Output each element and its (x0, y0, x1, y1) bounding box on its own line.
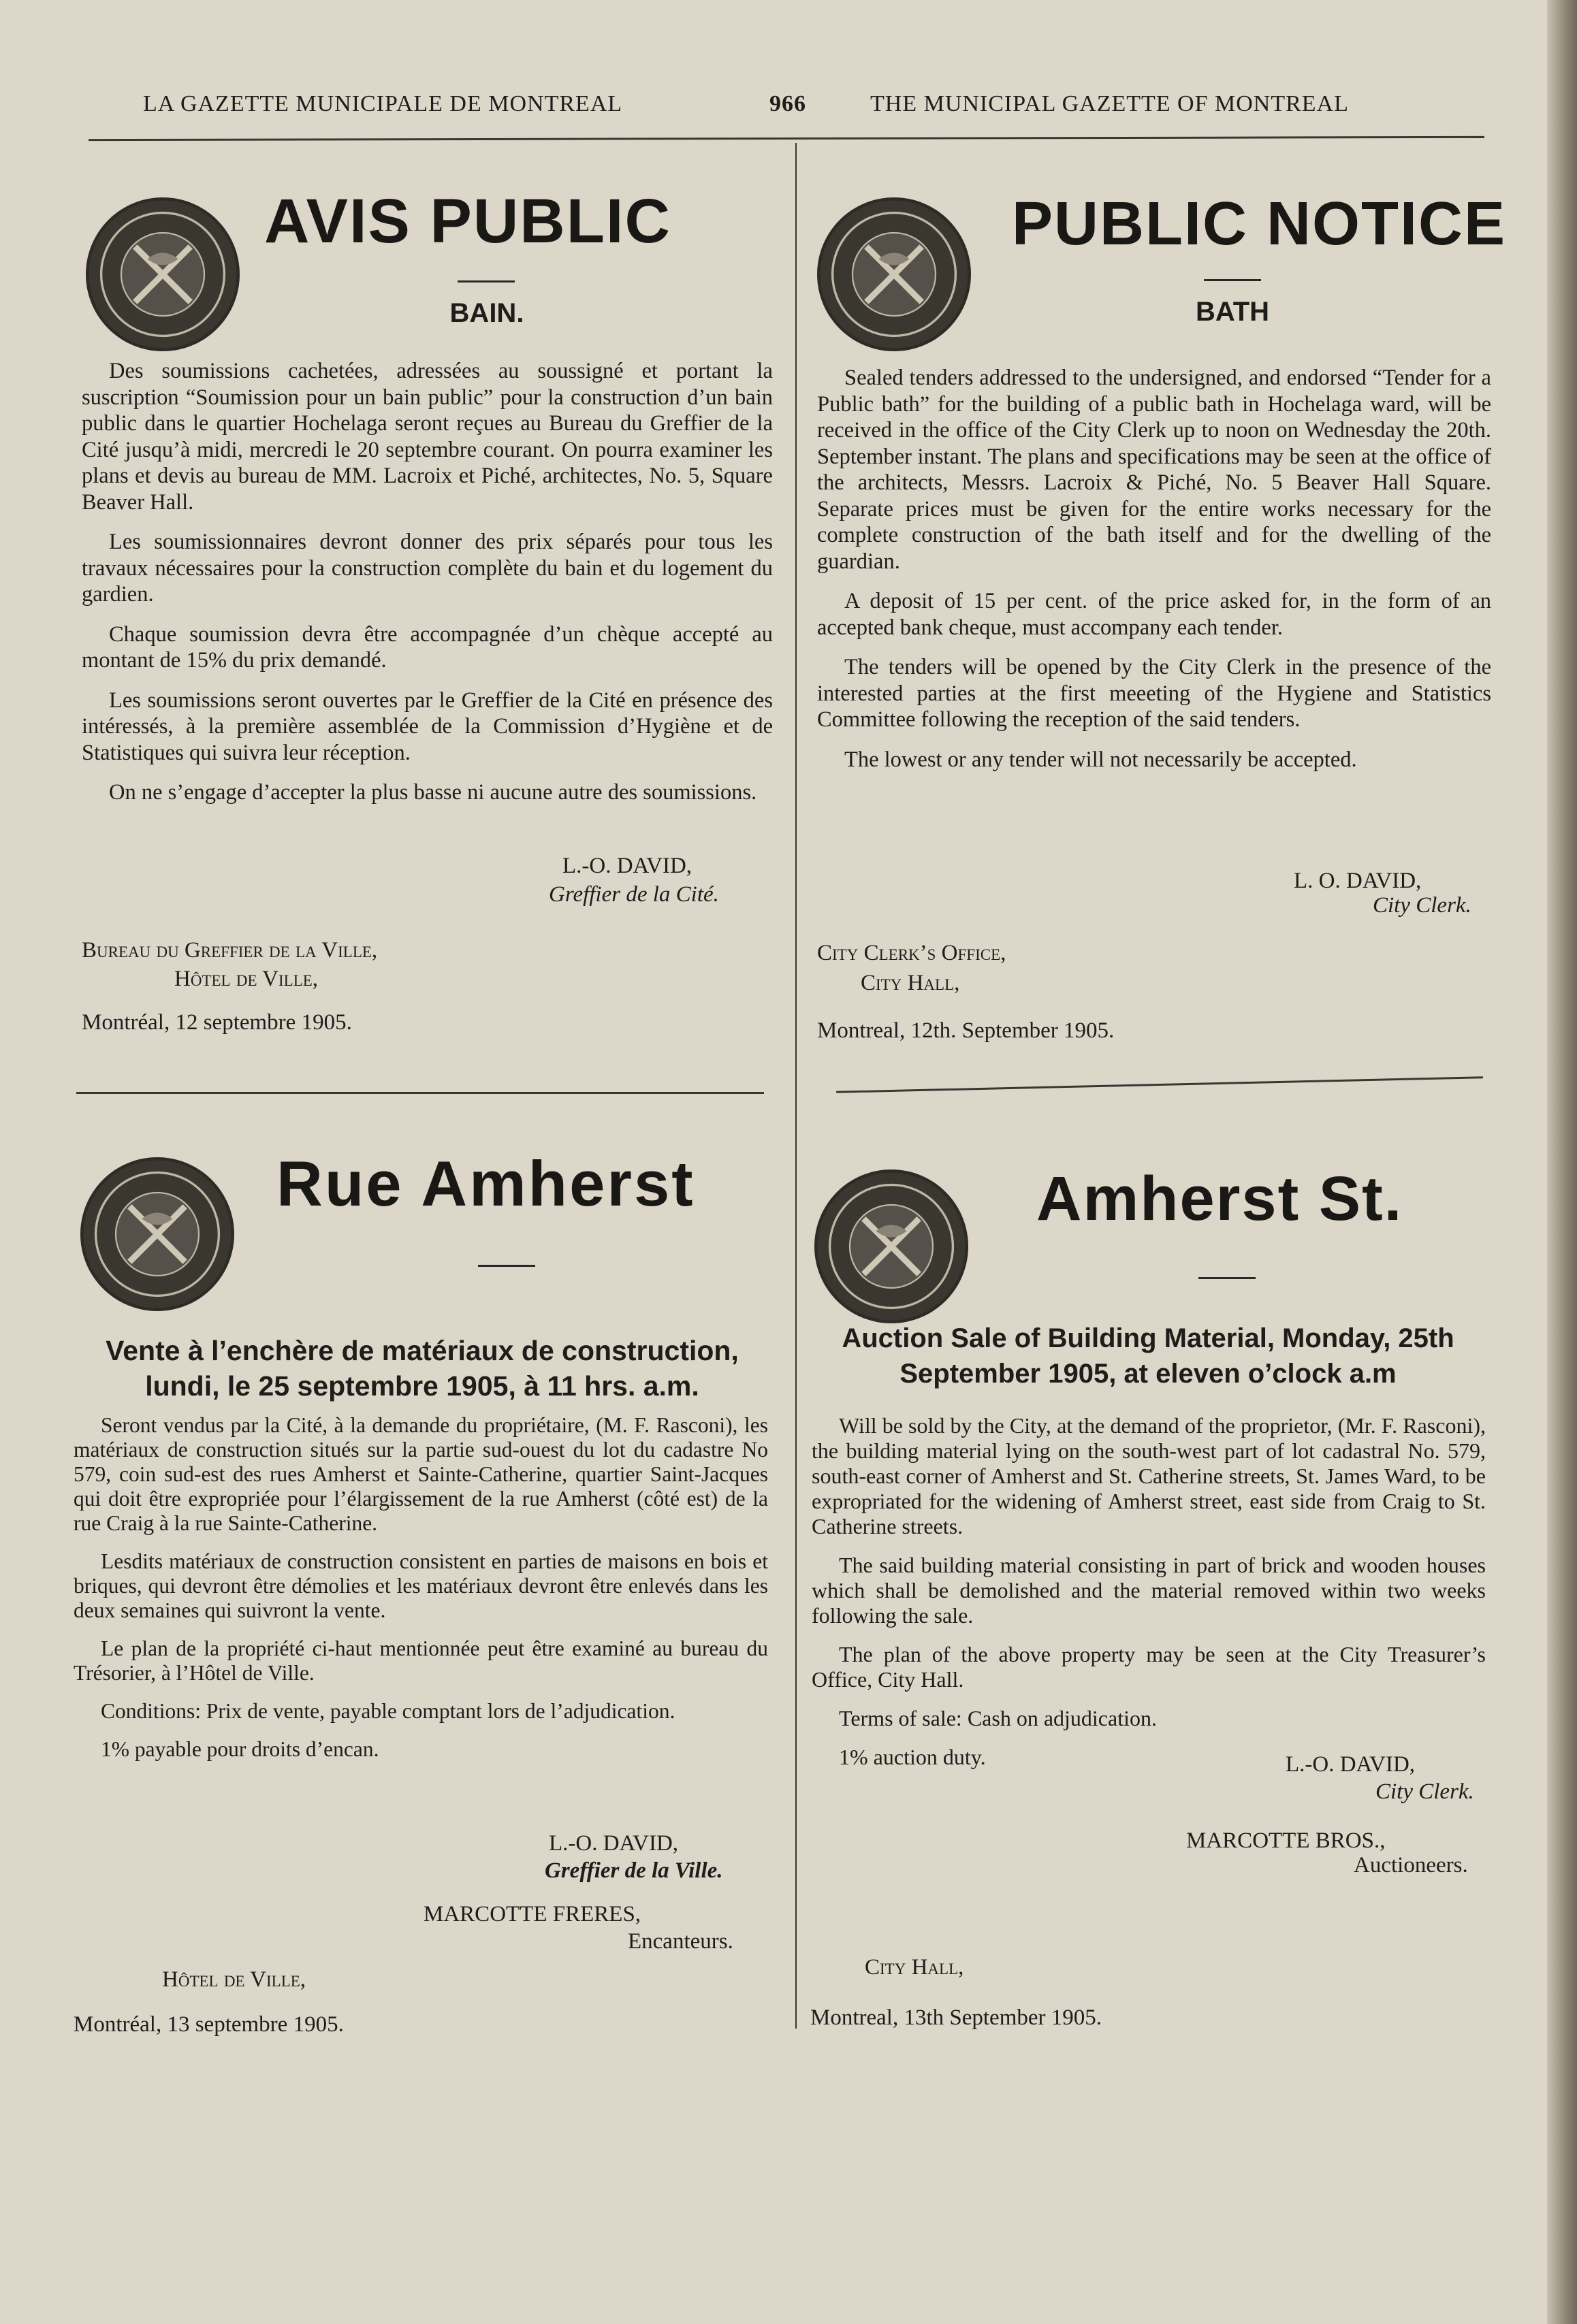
notice-signature-name: L. O. DAVID, (1294, 869, 1422, 893)
rue-heading-line1: Vente à l’enchère de matériaux de construction, (106, 1335, 739, 1366)
header-rule (89, 136, 1484, 141)
rue-title-dash (478, 1265, 535, 1267)
rue-paragraph: Seront vendus par la Cité, à la demande du propriétaire, (M. F. Rasconi), les matériaux de construction situés sur la partie sud-ouest du lot du cadastre No 579, coin sud-est des rues Amherst et Sainte-Catherine, quartier Saint-Jacques qui doit être expropriée pour l’élargissement de la rue Amherst (côté est) de la rue Craig à la rue Sainte-Catherine. (74, 1413, 768, 1535)
page-number: 966 (769, 91, 806, 116)
amherst-paragraph: Terms of sale: Cash on adjudication. (839, 1706, 1157, 1730)
city-seal-icon (80, 1157, 234, 1311)
rue-auctioneer-title: Encanteurs. (628, 1929, 733, 1954)
amherst-signature-title: City Clerk. (1375, 1779, 1474, 1804)
notice-paragraph: The tenders will be opened by the City Clerk in the presence of the interested parties at the first meeeting of the Hygiene and Statistics Committee following the reception of the said tenders. (817, 655, 1491, 732)
header-right: THE MUNICIPAL GAZETTE OF MONTREAL (870, 91, 1349, 116)
avis-office-line2: Hôtel de Ville, (174, 967, 319, 991)
notice-date: Montreal, 12th. September 1905. (817, 1018, 1115, 1043)
notice-title-dash (1204, 279, 1261, 281)
page-edge (1547, 0, 1577, 2324)
amherst-auctioneer-title: Auctioneers. (1354, 1853, 1468, 1877)
avis-paragraph: Les soumissions seront ouvertes par le Greffier de la Cité en présence des intéressés, à la première assemblée de la Commission d’Hygiène et de Statistiques qui suivra leur réception. (82, 688, 773, 765)
city-seal-icon (817, 197, 971, 351)
notice-paragraph: The lowest or any tender will not necessarily be accepted. (844, 747, 1357, 772)
amherst-paragraph: Will be sold by the City, at the demand of the proprietor, (Mr. F. Rasconi), the building material lying on the south-west part of lot cadastral No. 579, south-east corner of Amherst and St. Catherine streets, St. James Ward, to be expropriated for the widening of Amherst street, east side from Craig to St. Catherine streets. (812, 1413, 1486, 1538)
avis-signature-name: L.-O. DAVID, (562, 854, 692, 878)
rue-sale-heading (75, 1333, 769, 1404)
rue-office: Hôtel de Ville, (162, 1967, 306, 1992)
amherst-paragraph: 1% auction duty. (839, 1745, 986, 1769)
avis-paragraph: Des soumissions cachetées, adressées au soussigné et portant la suscription “Soumission pour un bain public” pour la construction d’un bain public dans le quartier Hochelaga seront reçues au Bureau du Greffier de la Cité jusqu’à midi, mercredi le 20 septembre courant. On pourra examiner les plans et devis au bureau de MM. Lacroix et Piché, architectes, No. 5, Square Beaver Hall. (82, 359, 773, 515)
notice-subtitle: BATH (1195, 297, 1270, 327)
section-rule-left (76, 1092, 764, 1094)
notice-office-line1: City Clerk’s Office, (817, 941, 1006, 965)
notice-office-line2: City Hall, (861, 971, 960, 995)
rue-heading-line2: lundi, le 25 septembre 1905, à 11 hrs. a.m. (145, 1370, 699, 1402)
notice-paragraph: A deposit of 15 per cent. of the price asked for, in the form of an accepted bank cheque, must accompany each tender. (817, 589, 1491, 640)
notice-body (817, 365, 1491, 786)
column-divider (795, 143, 797, 2029)
header-left: LA GAZETTE MUNICIPALE DE MONTREAL (143, 91, 623, 116)
avis-paragraph: Chaque soumission devra être accompagnée d’un chèque accepté au montant de 15% du prix demandé. (82, 622, 773, 673)
avis-office-line1: Bureau du Greffier de la Ville, (82, 938, 378, 963)
amherst-heading-line1: Auction Sale of Building Material, Monday, 25th (842, 1323, 1454, 1353)
avis-title-dash (458, 280, 515, 283)
rue-body (74, 1413, 768, 1775)
amherst-date: Montreal, 13th September 1905. (810, 2005, 1102, 2030)
avis-paragraph: Les soumissionnaires devront donner des prix séparés pour tous les travaux nécessaires pour la construction complète du bain et du logement du gardien. (82, 530, 773, 607)
rue-signature-title: Greffier de la Ville. (545, 1858, 723, 1883)
notice-paragraph: Sealed tenders addressed to the undersigned, and endorsed “Tender for a Public bath” for the building of a public bath in Hochelaga ward, will be received in the office of the City Clerk up to noon on Wednesday the 20th. September instant. The plans and specifications may be seen at the office of the architects, Messrs. Lacroix & Piché, No. 5 Beaver Hall Square. Separate prices must be given for the entire works necessary for the complete construction of the bath itself and for the dwelling of the guardian. (817, 366, 1491, 574)
amherst-auctioneer-name: MARCOTTE BROS., (1186, 1828, 1386, 1853)
city-seal-icon (814, 1169, 968, 1323)
rue-paragraph: Conditions: Prix de vente, payable comptant lors de l’adjudication. (101, 1699, 675, 1723)
rue-auctioneer-name: MARCOTTE FRERES, (424, 1902, 641, 1926)
amherst-office: City Hall, (865, 1955, 964, 1980)
city-seal-icon (86, 197, 240, 351)
avis-paragraph: On ne s’engage d’accepter la plus basse ni aucune autre des soumissions. (109, 780, 757, 805)
amherst-paragraph: The plan of the above property may be seen at the City Treasurer’s Office, City Hall. (812, 1642, 1486, 1692)
amherst-signature-name: L.-O. DAVID, (1286, 1752, 1416, 1777)
avis-date: Montréal, 12 septembre 1905. (82, 1010, 352, 1035)
rue-date: Montréal, 13 septembre 1905. (74, 2012, 344, 2037)
notice-title: PUBLIC NOTICE (1012, 190, 1507, 258)
rue-paragraph: Le plan de la propriété ci-haut mentionnée peut être examiné au bureau du Trésorier, à l’Hôtel de Ville. (74, 1636, 768, 1685)
amherst-heading-line2: September 1905, at eleven o’clock a.m (899, 1359, 1397, 1389)
amherst-title: Amherst St. (1036, 1164, 1403, 1233)
rue-paragraph: 1% payable pour droits d’encan. (101, 1737, 379, 1761)
running-header (89, 91, 1484, 132)
amherst-paragraph: The said building material consisting in part of brick and wooden houses which shall be demolished and the material removed within two weeks following the sale. (812, 1553, 1486, 1628)
avis-signature-title: Greffier de la Cité. (549, 882, 719, 907)
avis-body (82, 358, 773, 820)
section-rule-right (836, 1076, 1483, 1093)
rue-paragraph: Lesdits matériaux de construction consistent en parties de maisons en bois et briques, qui devront être démolies et les matériaux devront être enlevés dans les deux semaines qui suivront la vente. (74, 1549, 768, 1622)
avis-title: AVIS PUBLIC (264, 187, 671, 256)
rue-signature-name: L.-O. DAVID, (549, 1831, 679, 1856)
amherst-sale-heading (808, 1321, 1488, 1391)
amherst-body (812, 1413, 1486, 1784)
amherst-title-dash (1198, 1277, 1256, 1279)
notice-signature-title: City Clerk. (1373, 893, 1471, 918)
rue-title: Rue Amherst (276, 1148, 695, 1219)
avis-subtitle: BAIN. (449, 298, 524, 328)
